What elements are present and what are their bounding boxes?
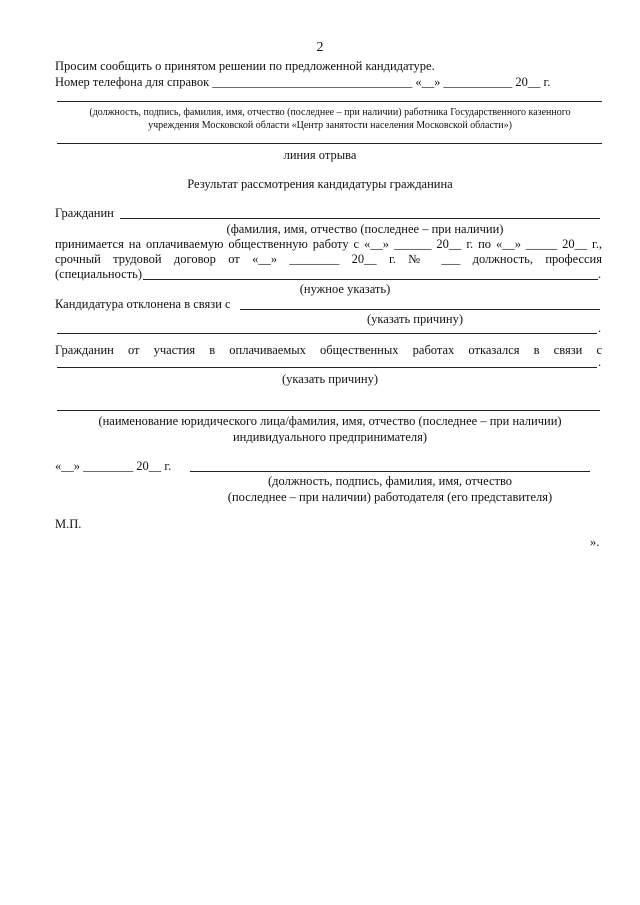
result-heading: Результат рассмотрения кандидатуры гражданина xyxy=(187,177,453,191)
caption-official-line2: учреждения Московской области «Центр занятости населения Московской области») xyxy=(148,120,512,131)
specialty-field xyxy=(143,279,598,280)
tear-separator xyxy=(57,143,602,144)
intro-request-text: Просим сообщить о принятом решении по предложенной кандидатуре. xyxy=(55,59,435,73)
employer-caption-line1: (наименование юридического лица/фамилия, имя, отчество (последнее – при наличии) xyxy=(98,414,562,428)
document-page: 2 Просим сообщить о принятом решении по предложенной кандидатуре. Номер телефона для справок ________________________________ «__» ___________ 20__ г. (должность, подпись, фамилия, имя, отчество (последнее – при наличии) работника Государственного казенного учреждения Московской области «Центр занятости населения Московской области») линия отрыва Результат рассмотрения кандидатуры гражданина Гражданин (фамилия, имя, отчество (последнее – при наличии) принимается на оплачиваемую общественную работу с «__» ______ 20__ г. по «__» _____ 20__ г., срочный трудовой договор от «__» ________ 20__ г. № ___ должность, профессия (специальность) . (нужное указать) Кандидатура отклонена в связи с (указать причину) . Гражданин от участия в оплачиваемых общественных работах отказался в связи с . (указать причину) (наименование юридического лица/фамилия, имя, отчество (последнее – при наличии) индивидуального предпринимателя) «__» ________ 20__ г. (должность, подпись, фамилия, имя, отчество (последнее – при наличии) работодателя (его представителя) М.П. ». xyxy=(0,0,640,905)
rejected-label: Кандидатура отклонена в связи с xyxy=(55,297,231,311)
signature-caption-line1: (должность, подпись, фамилия, имя, отчество xyxy=(267,474,513,488)
signature-date: «__» ________ 20__ г. xyxy=(55,459,172,473)
refused-line: Гражданин от участия в оплачиваемых общественных работах отказался в связи с xyxy=(55,343,602,357)
specialty-label: (специальность) xyxy=(55,267,143,281)
stamp-label: М.П. xyxy=(55,517,82,531)
page-number: 2 xyxy=(316,40,324,55)
rejected-reason-field-2 xyxy=(57,333,597,334)
citizen-caption: (фамилия, имя, отчество (последнее – при наличии) xyxy=(226,222,504,236)
refused-reason-field xyxy=(57,367,597,368)
employer-name-field xyxy=(57,410,600,411)
phone-line: Номер телефона для справок ________________________________ «__» ___________ 20__ г. xyxy=(55,75,551,89)
specialty-caption: (нужное указать) xyxy=(299,282,391,296)
caption-official-line1: (должность, подпись, фамилия, имя, отчество (последнее – при наличии) работника Государственного казенного xyxy=(89,107,571,118)
closing-quote: ». xyxy=(590,535,600,549)
separator-line xyxy=(57,101,602,102)
rejected-caption: (указать причину) xyxy=(366,312,463,326)
refused-caption: (указать причину) xyxy=(281,372,378,386)
signature-caption-line2: (последнее – при наличии) работодателя (его представителя) xyxy=(227,490,553,504)
tear-line-label: линия отрыва xyxy=(283,148,357,162)
rejected-reason-field xyxy=(240,309,600,310)
signature-field xyxy=(190,471,590,472)
citizen-name-field xyxy=(120,218,600,219)
employer-caption-line2: индивидуального предпринимателя) xyxy=(232,430,428,444)
citizen-label: Гражданин xyxy=(55,206,114,220)
accepted-line: принимается на оплачиваемую общественную работу с «__» ______ 20__ г. по «__» _____ 20__ г., xyxy=(55,237,602,251)
contract-line: срочный трудовой договор от «__» ________ 20__ г. № ___ должность, профессия xyxy=(55,252,602,266)
